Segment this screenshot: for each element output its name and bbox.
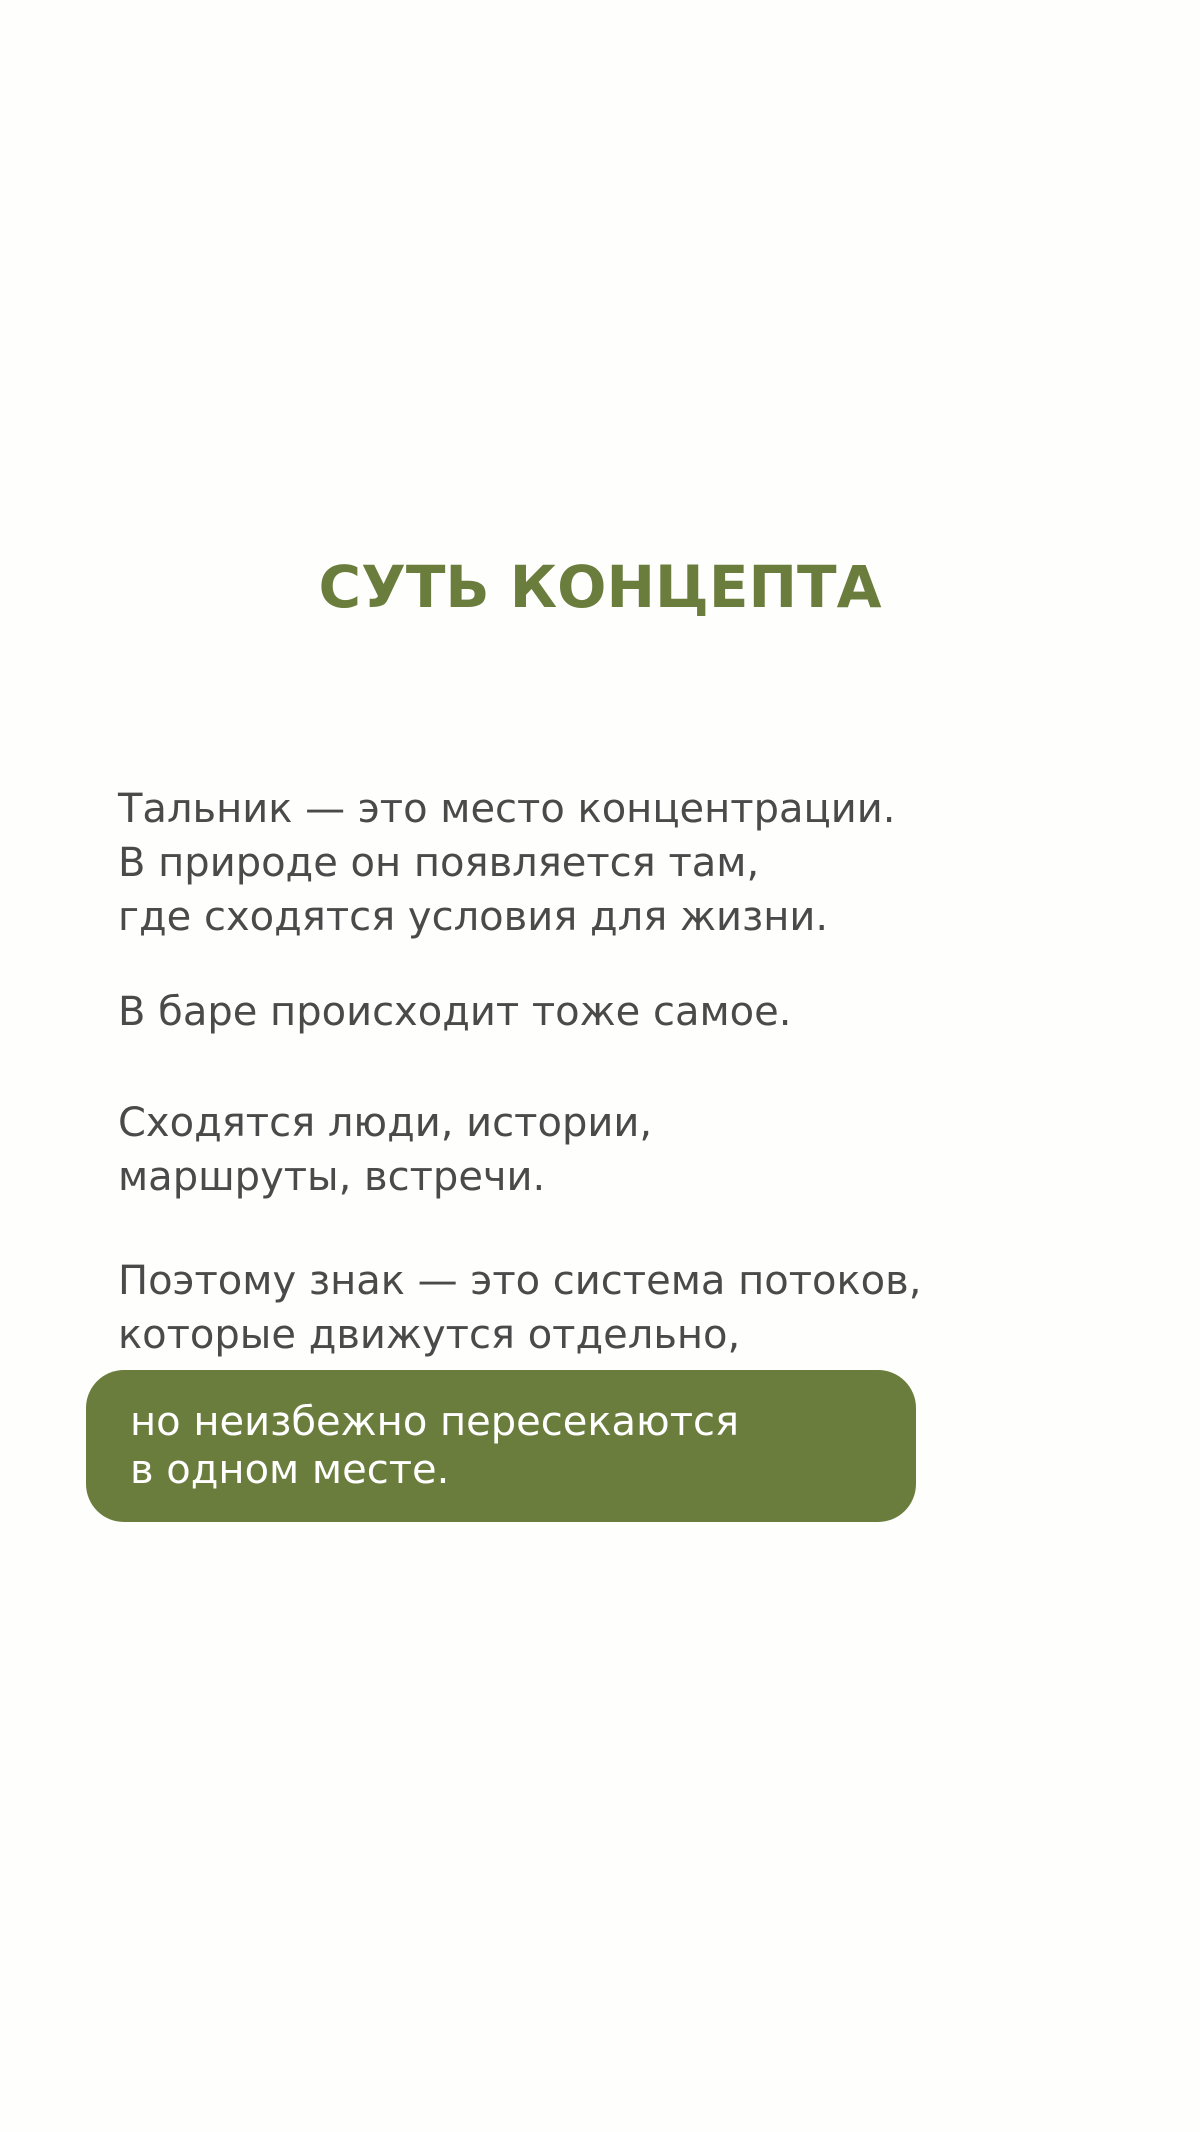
paragraph-sign xyxy=(118,1254,1118,1362)
text-line: В природе он появляется там, xyxy=(118,840,760,886)
text-line: где сходятся условия для жизни. xyxy=(118,894,829,940)
text-line: маршруты, встречи. xyxy=(118,1154,546,1200)
paragraph-people xyxy=(118,1096,1118,1204)
highlight-text-line: но неизбежно пересекаются xyxy=(130,1399,740,1445)
page-title: СУТЬ КОНЦЕПТА xyxy=(318,553,882,621)
paragraph-concentration xyxy=(118,782,1118,944)
paragraph-bar xyxy=(118,985,1118,1039)
text-line: В баре происходит тоже самое. xyxy=(118,989,792,1035)
highlight-text-line: в одном месте. xyxy=(130,1447,450,1493)
highlight-block xyxy=(86,1370,916,1522)
text-line: Поэтому знак — это система потоков, xyxy=(118,1258,922,1304)
text-line: Сходятся люди, истории, xyxy=(118,1100,653,1146)
text-line: Тальник — это место концентрации. xyxy=(118,786,896,832)
text-line: которые движутся отдельно, xyxy=(118,1312,741,1358)
